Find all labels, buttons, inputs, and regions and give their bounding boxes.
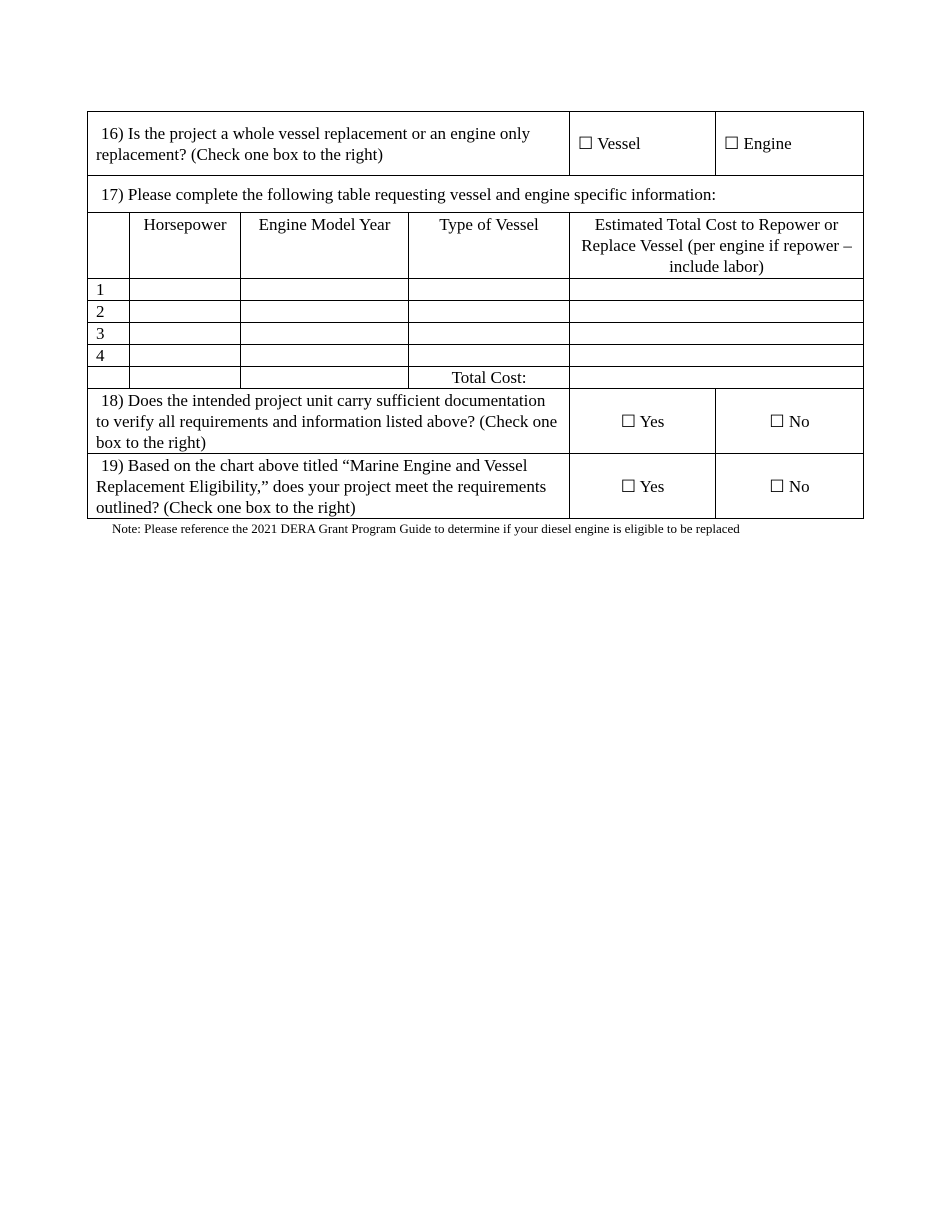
total-row-number-cell <box>88 367 130 389</box>
question-18-text: 18) Does the intended project unit carry sufficient documentation to verify all requirements and information listed above? (Check one box to the right) <box>88 389 570 454</box>
vessel-engine-form-table <box>87 111 864 519</box>
estimated-cost-header: Estimated Total Cost to Repower or Replace Vessel (per engine if repower – include labor) <box>570 213 864 279</box>
type-of-vessel-cell[interactable] <box>409 345 570 367</box>
row-number: 2 <box>88 301 130 323</box>
horsepower-header: Horsepower <box>130 213 241 279</box>
type-of-vessel-cell[interactable] <box>409 279 570 301</box>
row-number: 3 <box>88 323 130 345</box>
question-19-row <box>88 454 864 519</box>
table-row <box>88 345 864 367</box>
total-cost-label: Total Cost: <box>409 367 570 389</box>
question-19-text: 19) Based on the chart above titled “Marine Engine and Vessel Replacement Eligibility,” does your project meet the requirements outlined? (Check one box to the right) <box>88 454 570 519</box>
engine-checkbox-option[interactable]: ☐ Engine <box>716 112 864 176</box>
question-17-text: 17) Please complete the following table requesting vessel and engine specific information: <box>88 176 864 213</box>
type-of-vessel-cell[interactable] <box>409 323 570 345</box>
table-row <box>88 301 864 323</box>
engine-model-year-cell[interactable] <box>241 301 409 323</box>
question-17-row <box>88 176 864 213</box>
engine-model-year-cell[interactable] <box>241 345 409 367</box>
table-row <box>88 279 864 301</box>
table-row <box>88 323 864 345</box>
total-cost-value-cell[interactable] <box>570 367 864 389</box>
q18-no-checkbox-option[interactable]: ☐ No <box>716 389 864 454</box>
horsepower-cell[interactable] <box>130 279 241 301</box>
row-number: 1 <box>88 279 130 301</box>
total-engine-model-year-cell <box>241 367 409 389</box>
engine-model-year-cell[interactable] <box>241 323 409 345</box>
question-16-text: 16) Is the project a whole vessel replacement or an engine only replacement? (Check one box to the right) <box>88 112 570 176</box>
estimated-cost-cell[interactable] <box>570 301 864 323</box>
row-number: 4 <box>88 345 130 367</box>
estimated-cost-cell[interactable] <box>570 323 864 345</box>
total-cost-row <box>88 367 864 389</box>
estimated-cost-cell[interactable] <box>570 345 864 367</box>
engine-model-year-header: Engine Model Year <box>241 213 409 279</box>
row-number-header <box>88 213 130 279</box>
estimated-cost-cell[interactable] <box>570 279 864 301</box>
horsepower-cell[interactable] <box>130 345 241 367</box>
eligibility-note: Note: Please reference the 2021 DERA Grant Program Guide to determine if your diesel engine is eligible to be replaced <box>112 521 740 536</box>
horsepower-cell[interactable] <box>130 301 241 323</box>
question-18-row <box>88 389 864 454</box>
total-horsepower-cell <box>130 367 241 389</box>
vessel-table-header-row <box>88 213 864 279</box>
type-of-vessel-cell[interactable] <box>409 301 570 323</box>
q18-yes-checkbox-option[interactable]: ☐ Yes <box>570 389 716 454</box>
q19-yes-checkbox-option[interactable]: ☐ Yes <box>570 454 716 519</box>
horsepower-cell[interactable] <box>130 323 241 345</box>
engine-model-year-cell[interactable] <box>241 279 409 301</box>
vessel-checkbox-option[interactable]: ☐ Vessel <box>570 112 716 176</box>
question-16-row <box>88 112 864 176</box>
type-of-vessel-header: Type of Vessel <box>409 213 570 279</box>
q19-no-checkbox-option[interactable]: ☐ No <box>716 454 864 519</box>
